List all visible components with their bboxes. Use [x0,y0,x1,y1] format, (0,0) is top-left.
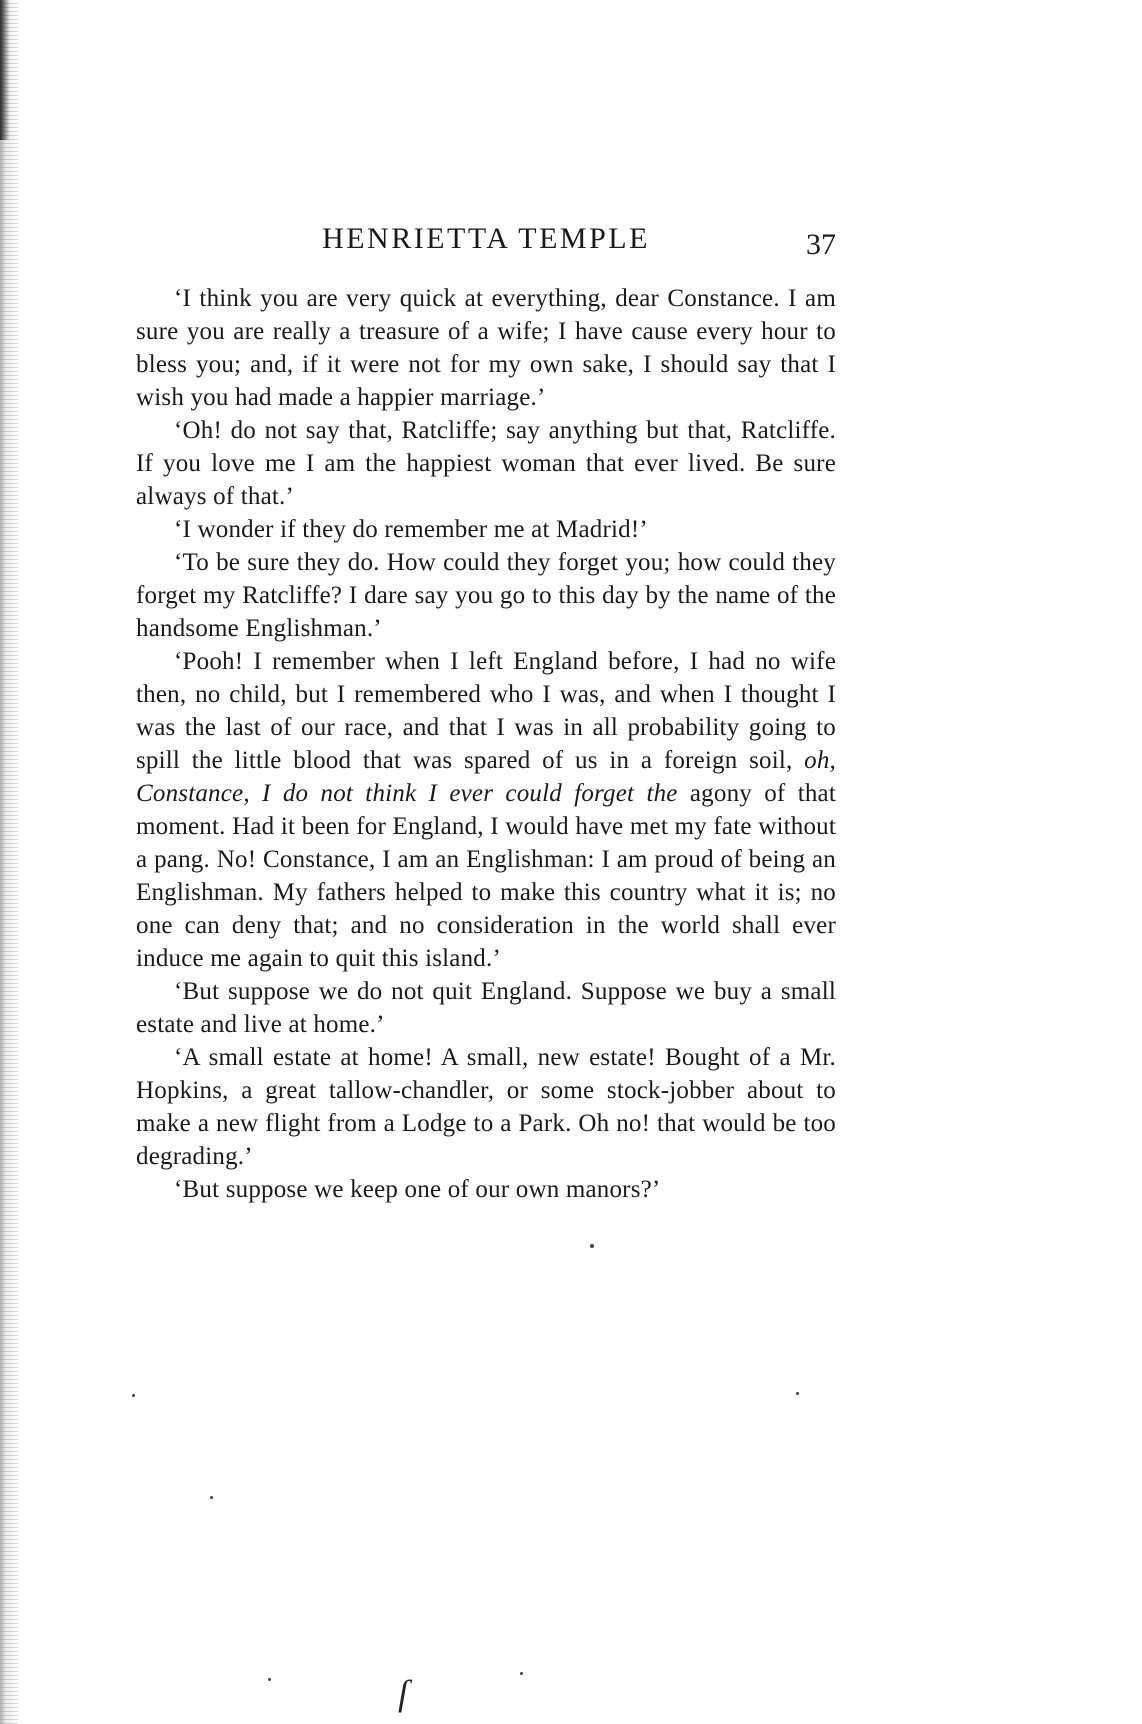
paragraph-text: agony of that moment. Had it been for England, I would have met my fate without a pang. No! Constance, I am an Englishman: I am proud of being an Englishman. My fathers helped to make this country what it is; no one can deny that; and no consideration in the world shall ever induce me again to quit this island.’ [136,780,836,972]
paragraph [136,645,836,975]
binding-gutter [0,0,18,1724]
scan-speck [796,1392,799,1395]
paragraph: ‘I wonder if they do remember me at Madrid!’ [174,516,648,543]
scan-speck [132,1394,135,1397]
body-text [136,282,836,1206]
paragraph: ‘A small estate at home! A small, new estate! Bought of a Mr. Hopkins, a great tallow-chandler, or some stock-jobber about to make a new flight from a Lodge to a Park. Oh no! that would be too degrading.’ [136,1044,836,1170]
paragraph: ‘But suppose we do not quit England. Suppose we buy a small estate and live at home.’ [136,978,836,1038]
running-head [136,222,836,268]
stray-mark: ſ [398,1673,409,1713]
paragraph-italic-text: oh, Constance, I do not think I ever could forget the [136,747,836,807]
scan-speck [210,1496,213,1499]
binding-shadow [0,0,10,140]
page-number: 37 [806,228,836,261]
paragraph: ‘Oh! do not say that, Ratcliffe; say anything but that, Ratcliffe. If you love me I am the happiest woman that ever lived. Be sure always of that.’ [136,417,836,510]
scan-speck [268,1678,271,1681]
scan-speck [520,1672,523,1675]
paragraph: ‘But suppose we keep one of our own manors?’ [174,1176,661,1203]
book-page [136,222,836,1206]
paragraph: ‘To be sure they do. How could they forget you; how could they forget my Ratcliffe? I dare say you go to this day by the name of the handsome Englishman.’ [136,549,836,642]
paragraph-text: ‘Pooh! I remember when I left England before, I had no wife then, no child, but I remembered who I was, and when I thought I was the last of our race, and that I was in all probability going to spill the little blood that was spared of us in a foreign soil, [136,648,836,774]
scan-speck [590,1244,594,1248]
paragraph: ‘I think you are very quick at everything, dear Constance. I am sure you are really a treasure of a wife; I have cause every hour to bless you; and, if it were not for my own sake, I should say that I wish you had made a happier marriage.’ [136,285,836,411]
running-title: HENRIETTA TEMPLE [322,222,650,255]
